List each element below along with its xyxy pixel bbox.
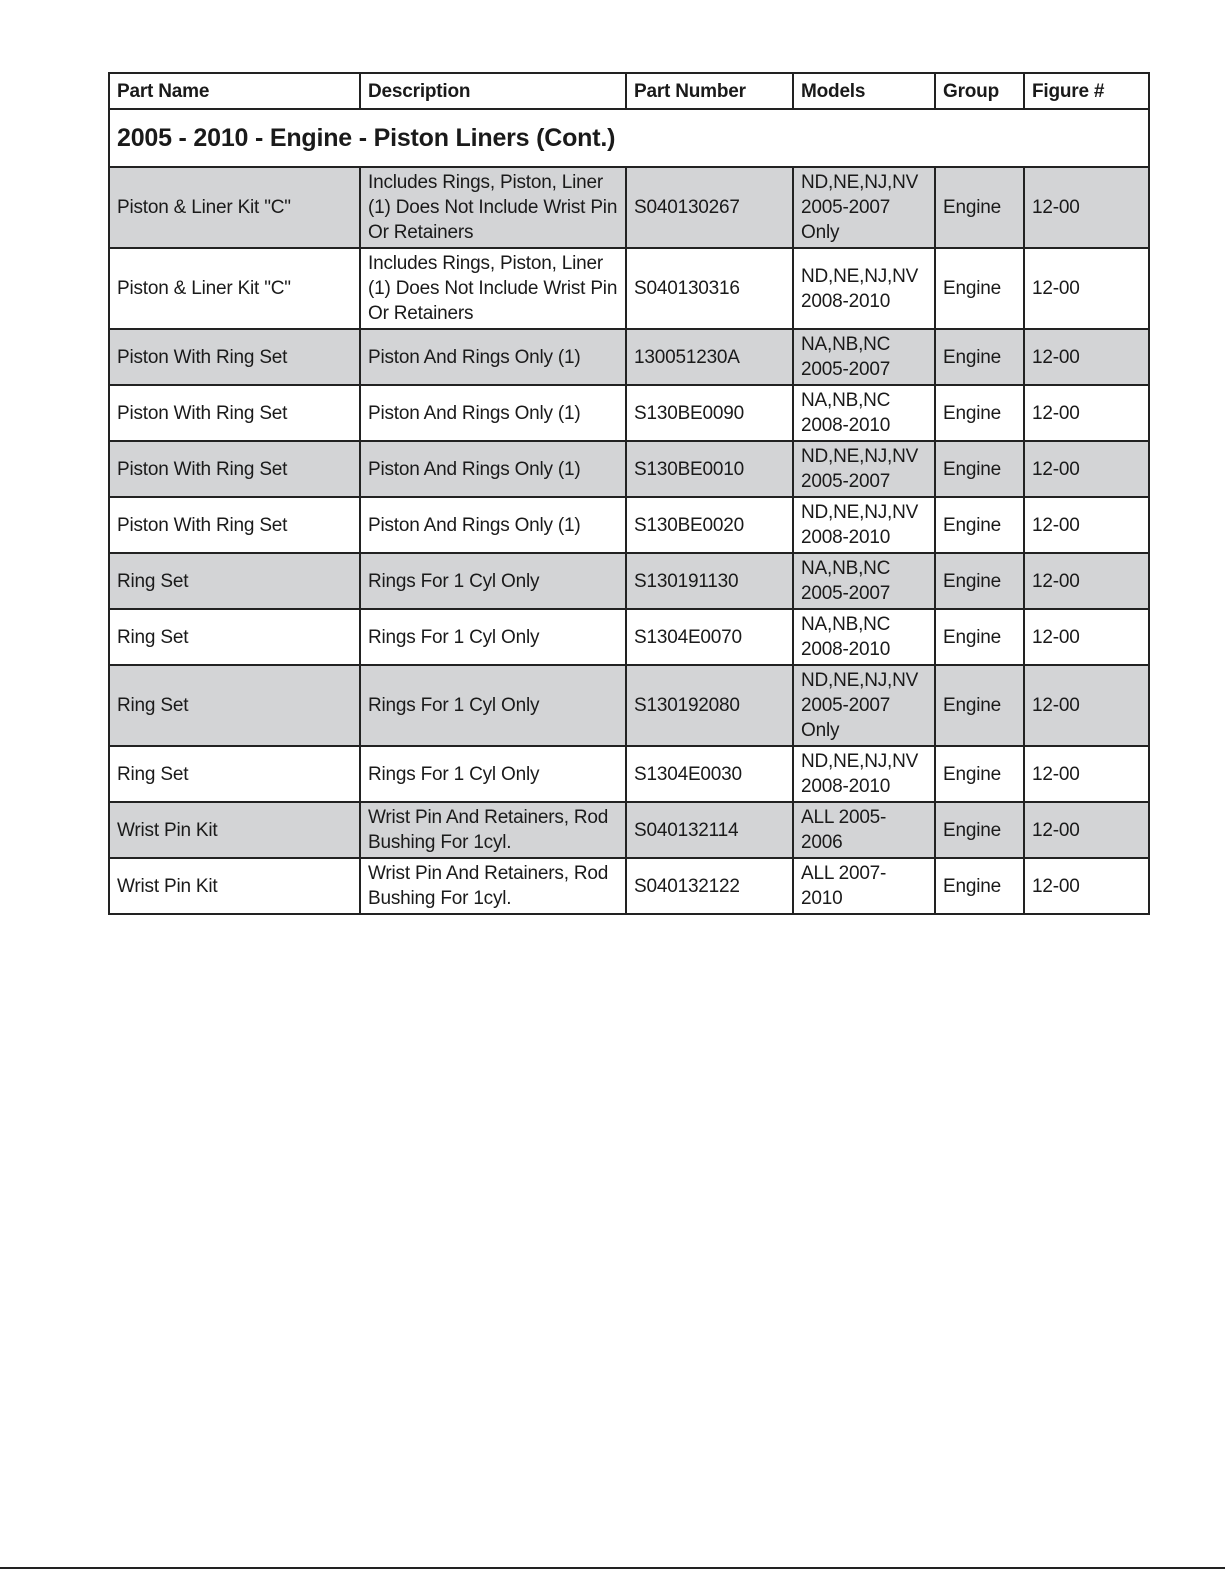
group-cell: Engine [935, 441, 1024, 497]
table-row [109, 665, 1149, 746]
table-row [109, 248, 1149, 329]
group-cell: Engine [935, 167, 1024, 248]
models-cell: ALL 2005-2006 [793, 802, 935, 858]
models-cell: ND,NE,NJ,NV 2008-2010 [793, 497, 935, 553]
part-number-cell: S130BE0020 [626, 497, 793, 553]
section-title: 2005 - 2010 - Engine - Piston Liners (Cont.) [109, 109, 1149, 167]
description-cell: Piston And Rings Only (1) [360, 329, 626, 385]
group-cell: Engine [935, 665, 1024, 746]
group-cell: Engine [935, 609, 1024, 665]
description-cell: Wrist Pin And Retainers, Rod Bushing For 1cyl. [360, 858, 626, 914]
part-name-cell: Piston & Liner Kit "C" [109, 167, 360, 248]
description-cell: Rings For 1 Cyl Only [360, 609, 626, 665]
figure-cell: 12-00 [1024, 665, 1149, 746]
part-number-cell: S130BE0090 [626, 385, 793, 441]
part-name-cell: Piston & Liner Kit "C" [109, 248, 360, 329]
figure-cell: 12-00 [1024, 858, 1149, 914]
figure-cell: 12-00 [1024, 167, 1149, 248]
group-cell: Engine [935, 858, 1024, 914]
table-row [109, 385, 1149, 441]
part-name-cell: Ring Set [109, 553, 360, 609]
models-cell: ND,NE,NJ,NV 2008-2010 [793, 746, 935, 802]
part-name-cell: Ring Set [109, 746, 360, 802]
group-cell: Engine [935, 497, 1024, 553]
figure-cell: 12-00 [1024, 329, 1149, 385]
page-bottom-rule [0, 1567, 1225, 1569]
part-number-cell: S1304E0070 [626, 609, 793, 665]
section-row [109, 109, 1149, 167]
description-cell: Wrist Pin And Retainers, Rod Bushing For 1cyl. [360, 802, 626, 858]
description-cell: Piston And Rings Only (1) [360, 497, 626, 553]
parts-table [108, 72, 1150, 915]
description-cell: Rings For 1 Cyl Only [360, 746, 626, 802]
part-number-cell: S1304E0030 [626, 746, 793, 802]
part-name-cell: Ring Set [109, 665, 360, 746]
part-number-cell: S040130267 [626, 167, 793, 248]
table-row [109, 497, 1149, 553]
models-cell: ND,NE,NJ,NV 2005-2007 Only [793, 665, 935, 746]
group-cell: Engine [935, 329, 1024, 385]
group-cell: Engine [935, 248, 1024, 329]
description-cell: Rings For 1 Cyl Only [360, 553, 626, 609]
part-name-cell: Wrist Pin Kit [109, 858, 360, 914]
models-cell: ND,NE,NJ,NV 2005-2007 Only [793, 167, 935, 248]
models-cell: NA,NB,NC 2008-2010 [793, 385, 935, 441]
table-row [109, 441, 1149, 497]
description-cell: Includes Rings, Piston, Liner (1) Does Not Include Wrist Pin Or Retainers [360, 248, 626, 329]
figure-cell: 12-00 [1024, 553, 1149, 609]
header-part-name: Part Name [109, 73, 360, 109]
description-cell: Piston And Rings Only (1) [360, 441, 626, 497]
figure-cell: 12-00 [1024, 746, 1149, 802]
part-number-cell: S040132114 [626, 802, 793, 858]
header-description: Description [360, 73, 626, 109]
header-models: Models [793, 73, 935, 109]
header-part-number: Part Number [626, 73, 793, 109]
header-figure: Figure # [1024, 73, 1149, 109]
part-name-cell: Ring Set [109, 609, 360, 665]
group-cell: Engine [935, 385, 1024, 441]
table-row [109, 609, 1149, 665]
figure-cell: 12-00 [1024, 802, 1149, 858]
header-group: Group [935, 73, 1024, 109]
models-cell: ND,NE,NJ,NV 2005-2007 [793, 441, 935, 497]
part-number-cell: S040132122 [626, 858, 793, 914]
group-cell: Engine [935, 746, 1024, 802]
header-row [109, 73, 1149, 109]
models-cell: ALL 2007-2010 [793, 858, 935, 914]
part-number-cell: S130191130 [626, 553, 793, 609]
part-name-cell: Piston With Ring Set [109, 441, 360, 497]
description-cell: Rings For 1 Cyl Only [360, 665, 626, 746]
part-number-cell: 130051230A [626, 329, 793, 385]
description-cell: Piston And Rings Only (1) [360, 385, 626, 441]
figure-cell: 12-00 [1024, 441, 1149, 497]
models-cell: ND,NE,NJ,NV 2008-2010 [793, 248, 935, 329]
table-row [109, 858, 1149, 914]
part-name-cell: Piston With Ring Set [109, 329, 360, 385]
table-row [109, 167, 1149, 248]
part-number-cell: S130192080 [626, 665, 793, 746]
figure-cell: 12-00 [1024, 248, 1149, 329]
figure-cell: 12-00 [1024, 609, 1149, 665]
group-cell: Engine [935, 553, 1024, 609]
table-row [109, 553, 1149, 609]
part-number-cell: S130BE0010 [626, 441, 793, 497]
figure-cell: 12-00 [1024, 385, 1149, 441]
part-name-cell: Wrist Pin Kit [109, 802, 360, 858]
part-name-cell: Piston With Ring Set [109, 385, 360, 441]
table-row [109, 802, 1149, 858]
figure-cell: 12-00 [1024, 497, 1149, 553]
table-row [109, 746, 1149, 802]
models-cell: NA,NB,NC 2005-2007 [793, 553, 935, 609]
table-row [109, 329, 1149, 385]
group-cell: Engine [935, 802, 1024, 858]
part-name-cell: Piston With Ring Set [109, 497, 360, 553]
models-cell: NA,NB,NC 2008-2010 [793, 609, 935, 665]
part-number-cell: S040130316 [626, 248, 793, 329]
models-cell: NA,NB,NC 2005-2007 [793, 329, 935, 385]
description-cell: Includes Rings, Piston, Liner (1) Does Not Include Wrist Pin Or Retainers [360, 167, 626, 248]
